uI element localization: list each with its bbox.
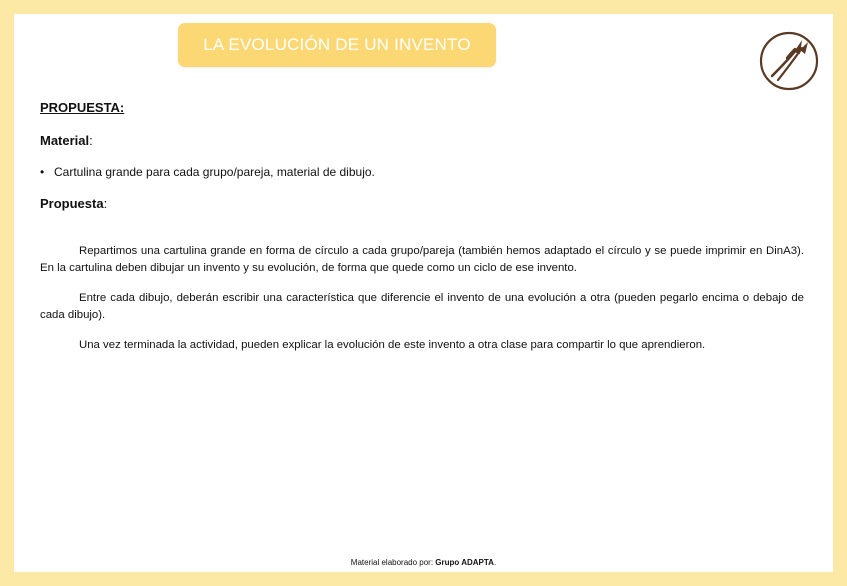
paragraph-3: Una vez terminada la actividad, pueden explicar la evolución de este invento a otra clase para compartir lo que aprendieron.	[79, 339, 706, 351]
document-page	[14, 14, 833, 572]
paragraph-1: Repartimos una cartulina grande en forma de círculo a cada grupo/pareja (también hemos adaptado el círculo y se puede imprimir en DinA3). En la cartulina deben dibujar un invento y su evolución, de forma que quede como un ciclo de ese invento.	[40, 245, 804, 274]
title-banner	[178, 23, 496, 67]
footer-author: Grupo ADAPTA	[435, 558, 494, 567]
material-heading-colon: :	[89, 133, 93, 148]
propuesta-heading-label: Propuesta	[40, 196, 104, 211]
main-heading: PROPUESTA:	[40, 100, 125, 115]
paintbrushes-circle-logo-icon	[758, 30, 820, 92]
footer-suffix: .	[493, 558, 497, 567]
bullet-icon: •	[40, 165, 45, 179]
page-title: LA EVOLUCIÓN DE UN INVENTO	[203, 35, 471, 54]
footer-credit	[14, 558, 833, 567]
footer-prefix: Material elaborado por:	[350, 558, 436, 567]
material-item-text: Cartulina grande para cada grupo/pareja, material de dibujo.	[54, 165, 375, 179]
propuesta-heading	[40, 196, 107, 211]
material-heading	[40, 133, 93, 148]
paragraph-2: Entre cada dibujo, deberán escribir una característica que diferencie el invento de una evolución a otra (pueden pegarlo encima o debajo de cada dibujo).	[40, 292, 804, 321]
propuesta-heading-colon: :	[103, 196, 108, 211]
material-heading-label: Material	[40, 133, 90, 148]
list-item	[40, 165, 375, 179]
